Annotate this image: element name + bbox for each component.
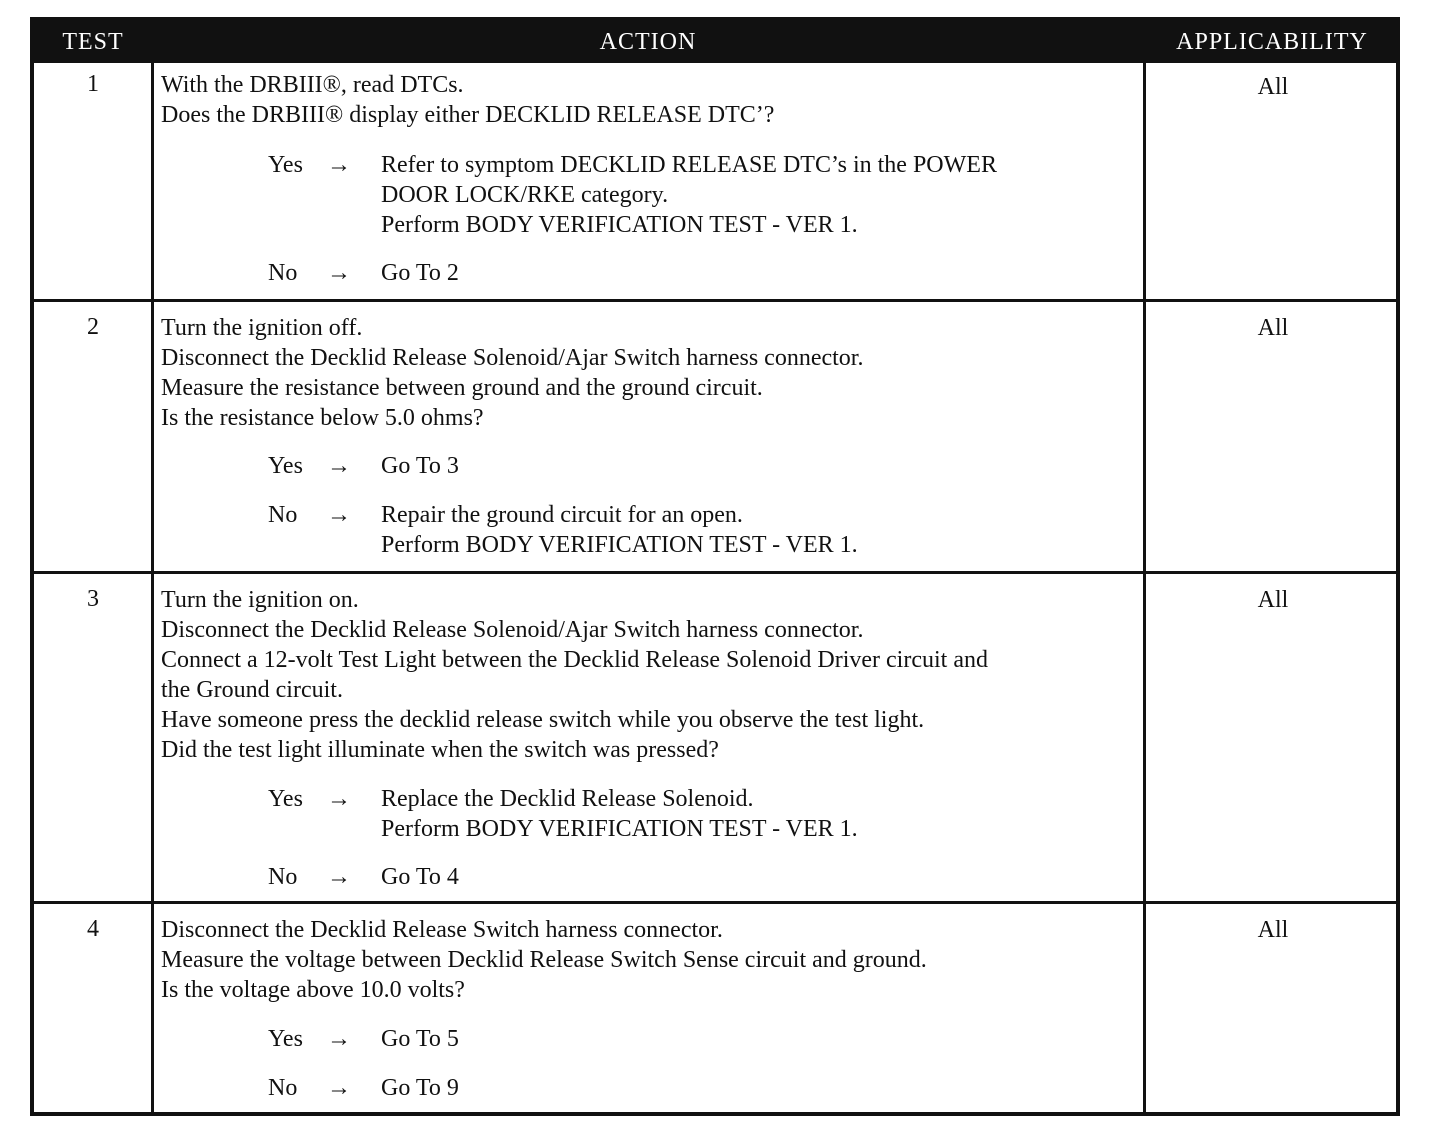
result-line: DOOR LOCK/RKE category. <box>381 182 669 208</box>
header-applicability: APPLICABILITY <box>1176 29 1368 55</box>
arrow-icon: → <box>327 260 351 286</box>
applicability-cell: All <box>1257 74 1289 100</box>
yes-label: Yes <box>268 152 303 178</box>
no-answer <box>161 258 1141 288</box>
diagnostic-table <box>30 17 1400 1116</box>
arrow-icon: → <box>327 786 351 812</box>
action-line: Did the test light illuminate when the switch was pressed? <box>161 737 719 763</box>
result-line: Perform BODY VERIFICATION TEST - VER 1. <box>381 532 858 558</box>
arrow-icon: → <box>327 453 351 479</box>
result-line: Refer to symptom DECKLID RELEASE DTC’s in the POWER <box>381 152 997 178</box>
yes-label: Yes <box>268 453 303 479</box>
result-line: Go To 5 <box>381 1026 459 1052</box>
applicability-cell: All <box>1257 917 1289 943</box>
action-line: Have someone press the decklid release switch while you observe the test light. <box>161 707 925 733</box>
result-line: Go To 2 <box>381 260 459 286</box>
arrow-icon: → <box>327 152 351 178</box>
row-divider <box>34 571 1396 574</box>
result-line: Repair the ground circuit for an open. <box>381 502 743 528</box>
action-line: Turn the ignition on. <box>161 587 359 613</box>
action-line: Measure the resistance between ground and the ground circuit. <box>161 375 763 401</box>
no-label: No <box>268 502 298 528</box>
applicability-cell: All <box>1257 315 1289 341</box>
test-number: 1 <box>87 71 99 97</box>
no-label: No <box>268 864 298 890</box>
action-line: the Ground circuit. <box>161 677 343 703</box>
action-line: Is the voltage above 10.0 volts? <box>161 977 465 1003</box>
action-line: Disconnect the Decklid Release Solenoid/Ajar Switch harness connector. <box>161 345 864 371</box>
arrow-icon: → <box>327 864 351 890</box>
yes-answer <box>161 451 1141 481</box>
header-test: TEST <box>62 29 124 55</box>
no-answer <box>161 500 1141 560</box>
result-line: Go To 9 <box>381 1075 459 1101</box>
applicability-cell: All <box>1257 587 1289 613</box>
action-line: Turn the ignition off. <box>161 315 363 341</box>
action-line: Does the DRBIII® display either DECKLID RELEASE DTC’? <box>161 102 775 128</box>
arrow-icon: → <box>327 502 351 528</box>
table-header <box>34 21 1396 63</box>
header-action: ACTION <box>599 29 697 55</box>
yes-label: Yes <box>268 786 303 812</box>
yes-answer <box>161 784 1141 844</box>
arrow-icon: → <box>327 1026 351 1052</box>
action-cell <box>161 585 1141 892</box>
result-line: Perform BODY VERIFICATION TEST - VER 1. <box>381 212 858 238</box>
yes-answer <box>161 150 1141 240</box>
no-answer <box>161 1073 1141 1103</box>
result-line: Replace the Decklid Release Solenoid. <box>381 786 754 812</box>
result-line: Go To 3 <box>381 453 459 479</box>
result-line: Go To 4 <box>381 864 459 890</box>
result-line: Perform BODY VERIFICATION TEST - VER 1. <box>381 816 858 842</box>
no-answer <box>161 862 1141 892</box>
row-divider <box>34 901 1396 904</box>
row-divider <box>34 299 1396 302</box>
action-line: Connect a 12-volt Test Light between the Decklid Release Solenoid Driver circuit and <box>161 647 988 673</box>
test-number: 4 <box>87 916 99 942</box>
action-cell <box>161 70 1141 288</box>
action-line: Is the resistance below 5.0 ohms? <box>161 405 484 431</box>
no-label: No <box>268 260 298 286</box>
action-line: Disconnect the Decklid Release Switch harness connector. <box>161 917 723 943</box>
action-cell <box>161 915 1141 1103</box>
action-cell <box>161 313 1141 560</box>
action-line: Measure the voltage between Decklid Release Switch Sense circuit and ground. <box>161 947 927 973</box>
test-number: 2 <box>87 314 99 340</box>
no-label: No <box>268 1075 298 1101</box>
arrow-icon: → <box>327 1075 351 1101</box>
yes-label: Yes <box>268 1026 303 1052</box>
action-line: With the DRBIII®, read DTCs. <box>161 72 464 98</box>
test-number: 3 <box>87 586 99 612</box>
yes-answer <box>161 1024 1141 1054</box>
action-line: Disconnect the Decklid Release Solenoid/Ajar Switch harness connector. <box>161 617 864 643</box>
